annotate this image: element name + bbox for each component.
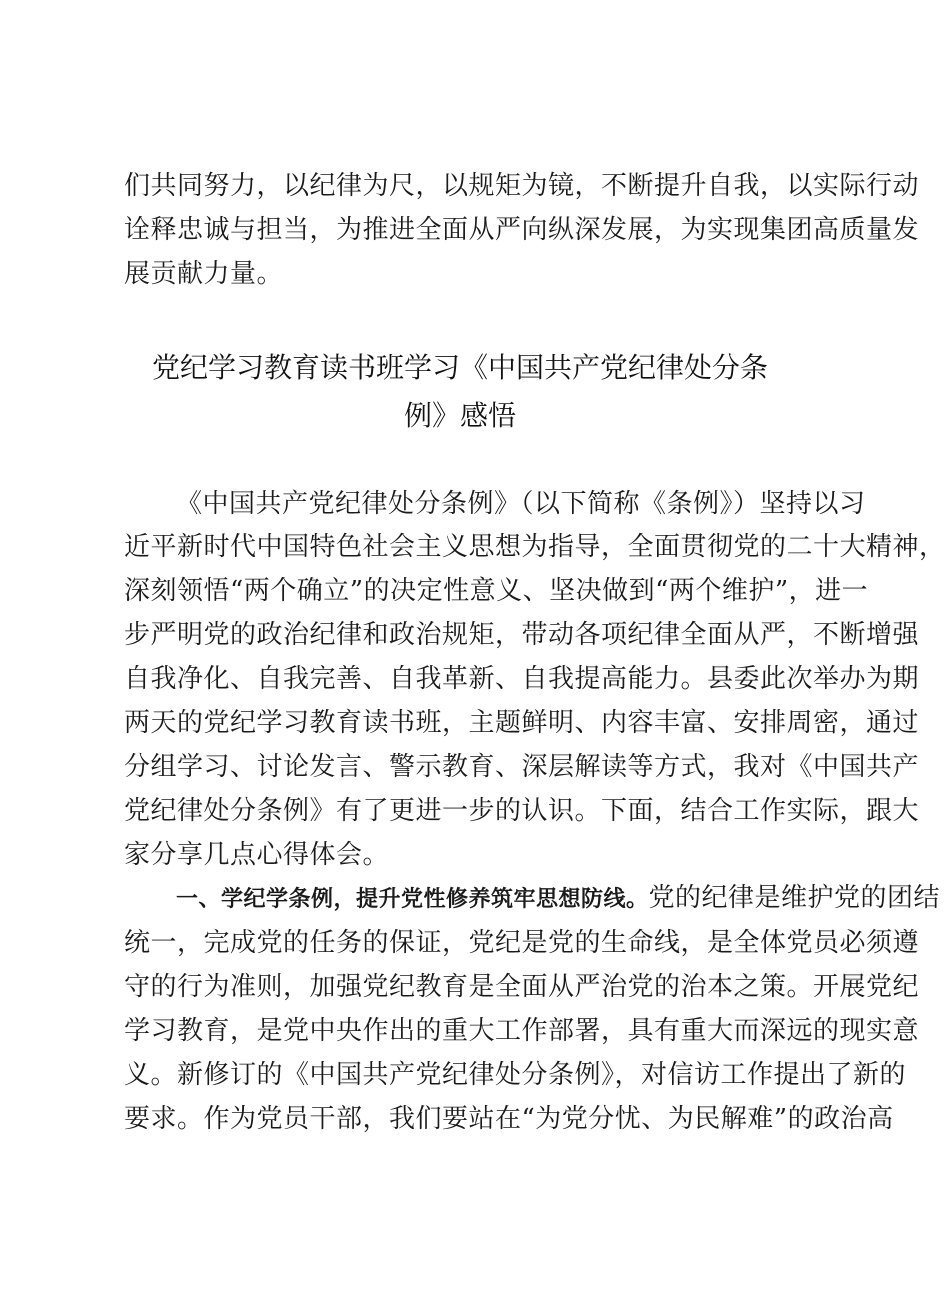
paragraph1-line-1: 《中国共产党纪律处分条例》（以下简称《条例》）坚持以习 xyxy=(176,489,866,519)
paragraph1-line-3: 深刻领悟“两个确立”的决定性意义、坚决做到“两个维护”，进一 xyxy=(124,576,869,606)
continuation-line-3: 展贡献力量。 xyxy=(124,259,284,289)
paragraph1-line-8: 党纪律处分条例》有了更进一步的认识。下面，结合工作实际，跟大 xyxy=(124,796,920,826)
section1-line-3: 守的行为准则，加强党纪教育是全面从严治党的治本之策。开展党纪 xyxy=(124,972,920,1002)
paragraph1-line-5: 自我净化、自我完善、自我革新、自我提高能力。县委此次举办为期 xyxy=(124,664,920,694)
continuation-line-2: 诠释忠诚与担当，为推进全面从严向纵深发展，为实现集团高质量发 xyxy=(124,215,920,245)
paragraph1-line-7: 分组学习、讨论发言、警示教育、深层解读等方式，我对《中国共产 xyxy=(124,752,920,782)
section1-line-4: 学习教育，是党中央作出的重大工作部署，具有重大而深远的现实意 xyxy=(124,1016,920,1046)
paragraph1-line-2: 近平新时代中国特色社会主义思想为指导，全面贯彻党的二十大精神， xyxy=(124,532,946,562)
section1-heading: 一、学纪学条例，提升党性修养筑牢思想防线。 xyxy=(176,887,649,912)
continuation-line-1: 们共同努力，以纪律为尺，以规矩为镜，不断提升自我，以实际行动 xyxy=(124,171,920,201)
section1-first-line xyxy=(176,880,941,916)
section1-line-2: 统一，完成党的任务的保证，党纪是党的生命线，是全体党员必须遵 xyxy=(124,928,920,958)
paragraph1-line-4: 步严明党的政治纪律和政治规矩，带动各项纪律全面从严，不断增强 xyxy=(124,620,920,650)
paragraph1-line-6: 两天的党纪学习教育读书班，主题鲜明、内容丰富、安排周密，通过 xyxy=(124,708,920,738)
paragraph1-line-9: 家分享几点心得体会。 xyxy=(124,840,390,870)
section1-line-6: 要求。作为党员干部，我们要站在“为党分忧、为民解难”的政治高 xyxy=(124,1104,894,1134)
section1-line-5: 义。新修订的《中国共产党纪律处分条例》，对信访工作提出了新的 xyxy=(124,1060,907,1090)
document-title-line-1: 党纪学习教育读书班学习《中国共产党纪律处分条 xyxy=(151,351,768,384)
section1-first-line-rest: 党的纪律是维护党的团结 xyxy=(648,883,941,913)
document-title-line-2: 例》感悟 xyxy=(403,399,516,432)
